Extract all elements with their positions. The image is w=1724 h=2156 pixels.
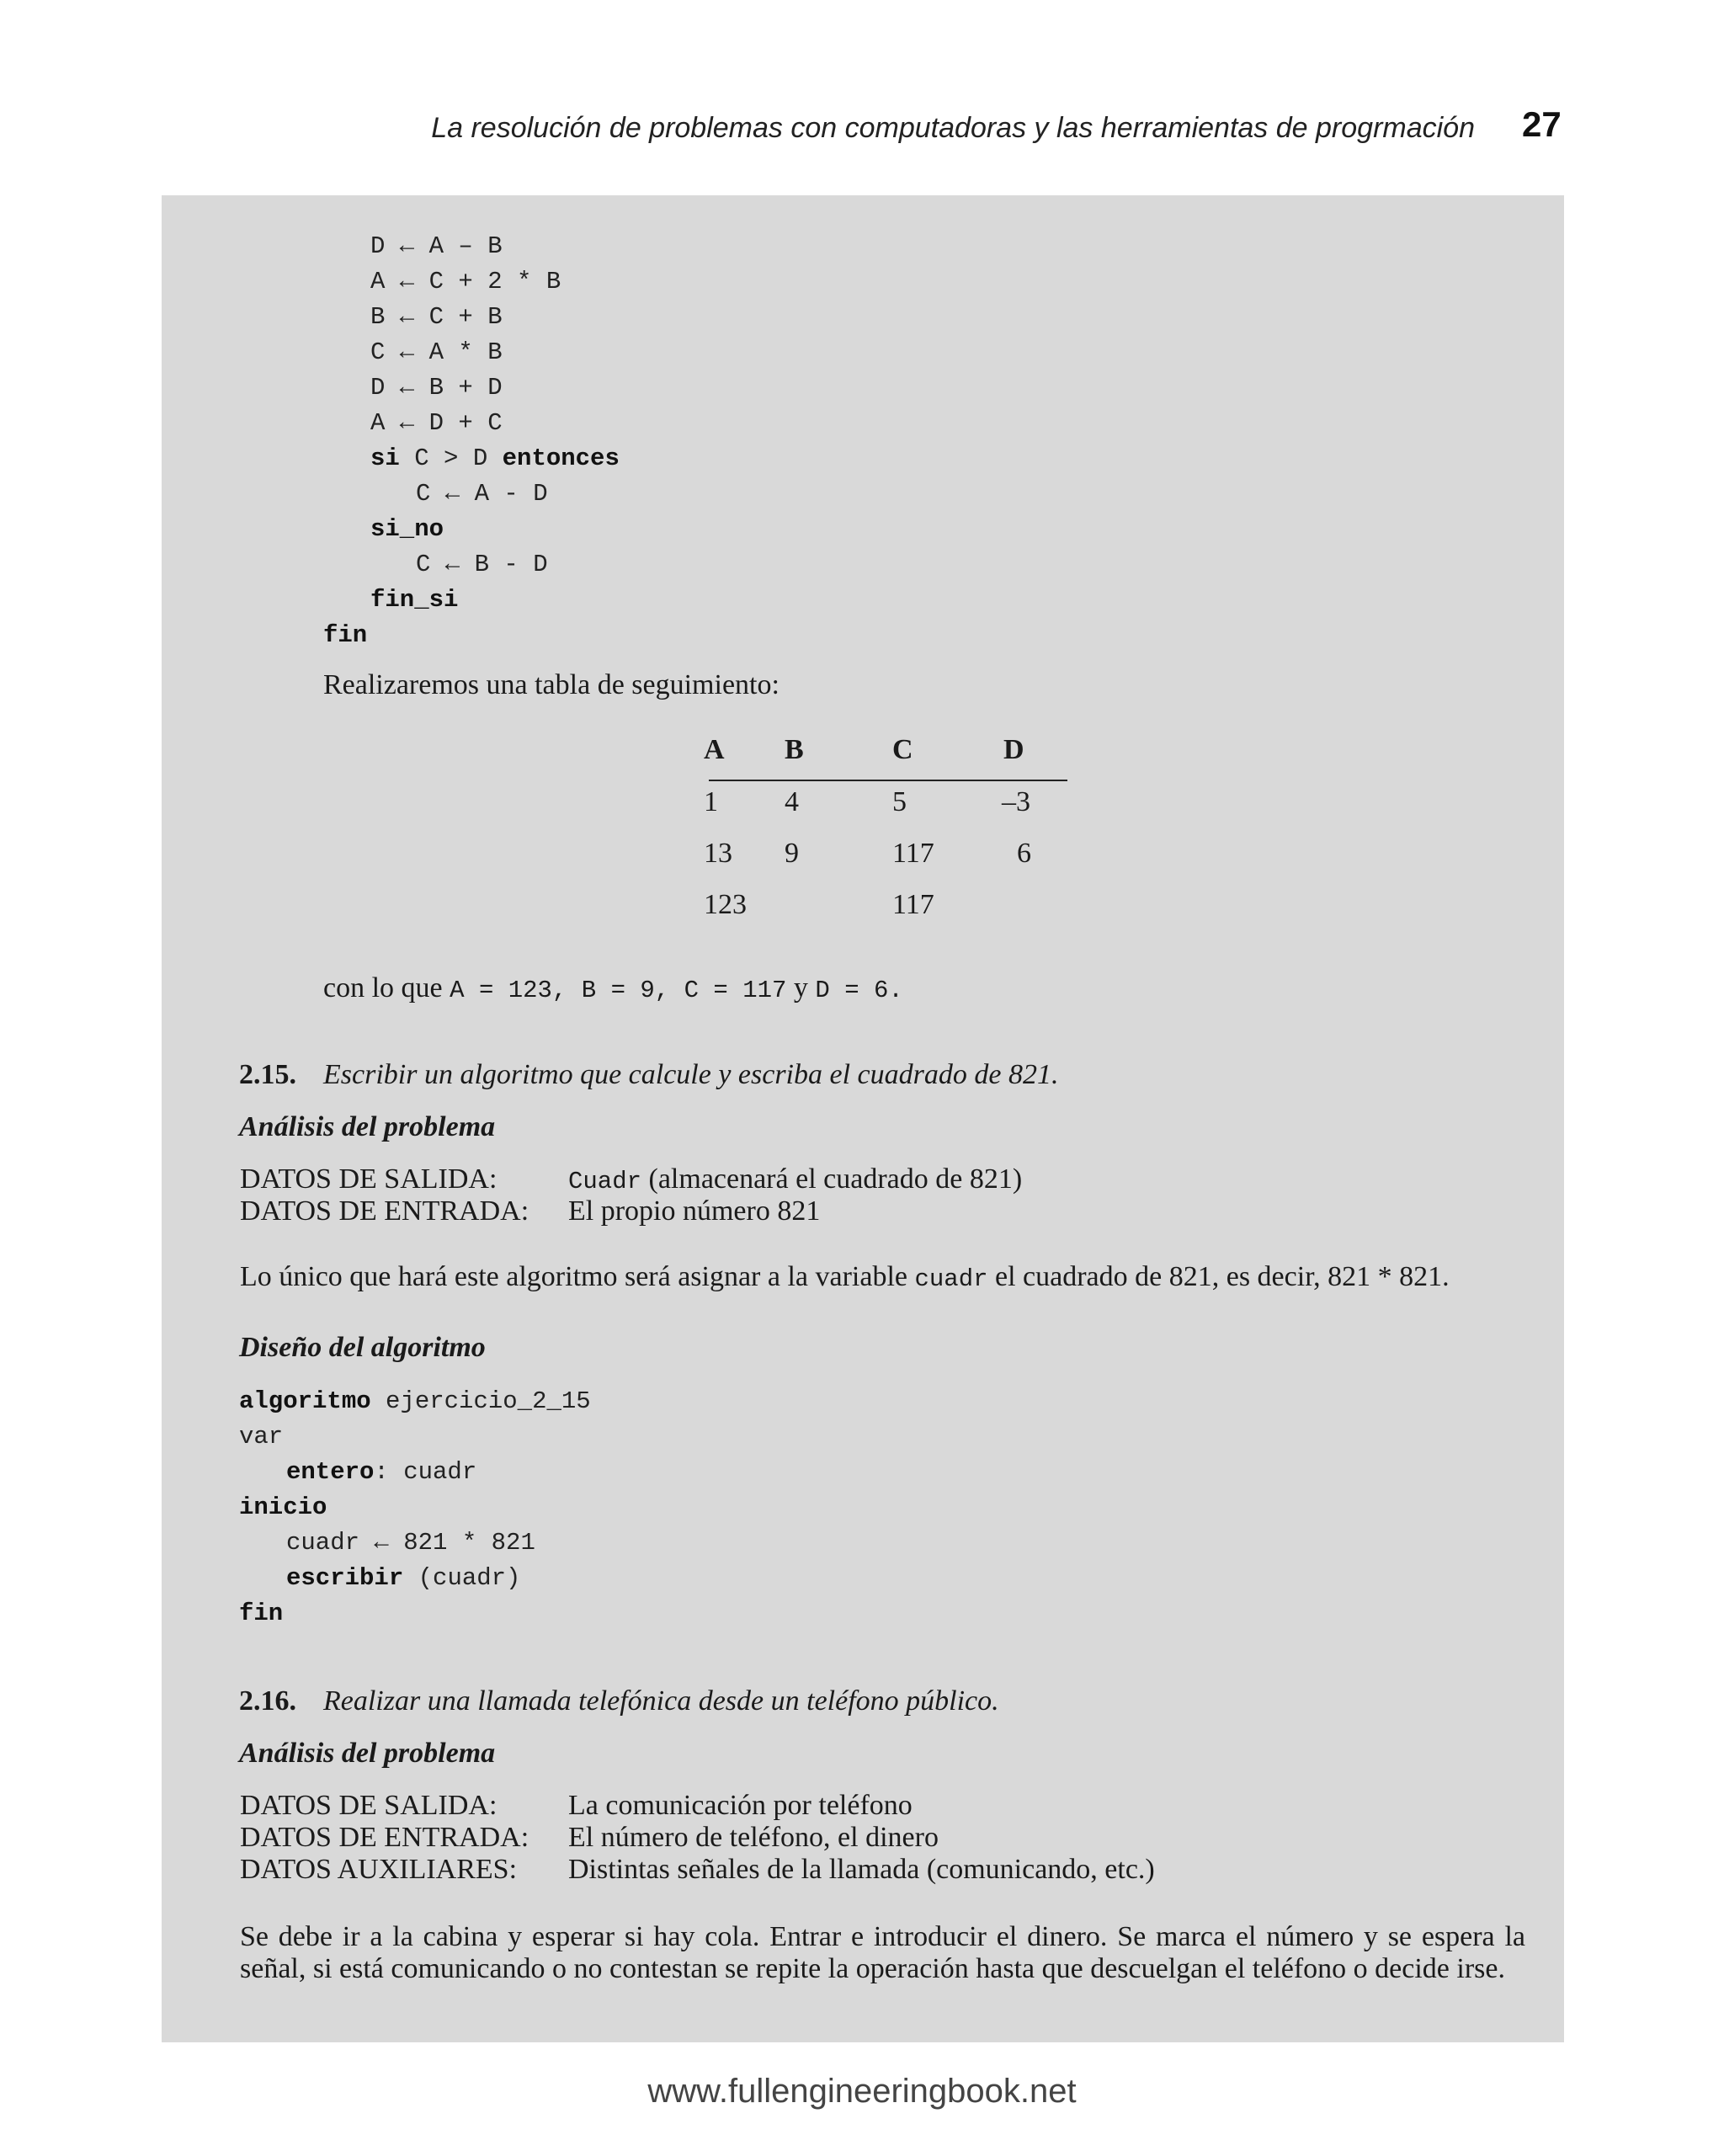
result-prefix: con lo que [323,972,450,1003]
table-cell: 117 [892,838,934,869]
paragraph-text: el cuadrado de 821, es decir, 821 * 821. [987,1261,1450,1292]
code-line-keyword: fin_si [370,586,459,614]
table-header-cell: C [892,734,913,765]
data-label: DATOS DE SALIDA: [240,1790,498,1821]
data-input-row [240,1195,820,1227]
data-description: La comunicación por teléfono [568,1790,913,1821]
data-label: DATOS AUXILIARES: [240,1854,518,1885]
table-header-cell: B [785,734,804,765]
code-line: var [239,1423,284,1451]
trace-intro: Realizaremos una tabla de seguimiento: [323,669,780,700]
keyword: entonces [502,445,620,472]
section-title: Escribir un algoritmo que calcule y escriba el cuadrado de 821. [323,1059,1059,1090]
code-line: A ← C + 2 * B [370,268,561,295]
code-line: C ← A - D [416,480,548,508]
table-cell: 13 [704,838,732,869]
code-line-keyword: si_no [370,515,444,543]
code-text: ejercicio_2_15 [370,1387,591,1415]
code-line-si [370,441,620,476]
table-cell: –3 [1002,786,1030,817]
code-text: C > D [399,445,503,472]
variable-name: cuadr [914,1265,988,1293]
table-cell: 4 [785,786,799,817]
result-y: y [786,972,816,1003]
code-line [286,1455,476,1490]
variable-name: Cuadr [568,1168,642,1195]
subheading-analysis: Análisis del problema [239,1111,496,1142]
code-line-keyword: inicio [239,1493,327,1521]
page-number: 27 [1522,104,1562,144]
data-aux-row [240,1854,1155,1886]
result-line [323,972,903,1008]
table-header-cell: D [1003,734,1024,765]
section-number: 2.15. [239,1059,296,1090]
code-line-keyword: fin [323,621,368,649]
table-cell: 5 [892,786,907,817]
code-line: D ← B + D [370,374,503,402]
table-cell: 9 [785,838,799,869]
table-cell: 123 [704,889,747,920]
paragraph [240,1261,1525,1296]
table-cell: 117 [892,889,934,920]
code-line: C ← A * B [370,338,503,366]
code-line: B ← C + B [370,303,503,331]
keyword: escribir [286,1564,404,1592]
running-header-title: La resolución de problemas con computadoras y las herramientas de progrmación [431,112,1475,144]
code-line: D ← A – B [370,232,503,260]
data-description: Distintas señales de la llamada (comunicando, etc.) [568,1854,1155,1885]
code-line: A ← D + C [370,409,503,437]
data-description: El propio número 821 [568,1195,821,1227]
data-input-row [240,1822,939,1854]
result-d-value: D = 6. [815,977,903,1004]
subheading-analysis: Análisis del problema [239,1738,496,1769]
code-line [239,1384,591,1419]
footer-url: www.fullengineeringbook.net [647,2073,1077,2110]
keyword: algoritmo [239,1387,371,1415]
data-label: DATOS DE ENTRADA: [240,1822,529,1853]
table-cell: 1 [704,786,718,817]
table-cell: 6 [1017,838,1031,869]
code-line: C ← B - D [416,551,548,578]
data-label: DATOS DE SALIDA: [240,1163,498,1195]
section-number: 2.16. [239,1685,296,1717]
code-text: (cuadr) [403,1564,521,1592]
keyword: si [370,445,400,472]
section-title: Realizar una llamada telefónica desde un teléfono público. [323,1685,999,1717]
data-label: DATOS DE ENTRADA: [240,1195,529,1227]
code-line [286,1561,520,1596]
table-header-cell: A [704,734,725,765]
code-line-keyword: fin [239,1600,284,1627]
subheading-design: Diseño del algoritmo [239,1332,486,1363]
paragraph-text: Lo único que hará este algoritmo será asignar a la variable [240,1261,915,1292]
code-text: : cuadr [374,1458,477,1486]
data-description: El número de teléfono, el dinero [568,1822,939,1853]
keyword: entero [286,1458,375,1486]
code-line: cuadr ← 821 * 821 [286,1529,535,1557]
data-output-row [240,1163,1022,1198]
result-values: A = 123, B = 9, C = 117 [450,977,787,1004]
data-description: (almacenará el cuadrado de 821) [641,1163,1023,1195]
table-header-rule [709,780,1067,781]
paragraph: Se debe ir a la cabina y esperar si hay cola. Entrar e introducir el dinero. Se marca el número y se espera la señal, si está comunicando o no contestan se repite la operación hasta que descuelgan el teléfono o decide irse. [240,1921,1525,1984]
data-output-row [240,1790,913,1822]
